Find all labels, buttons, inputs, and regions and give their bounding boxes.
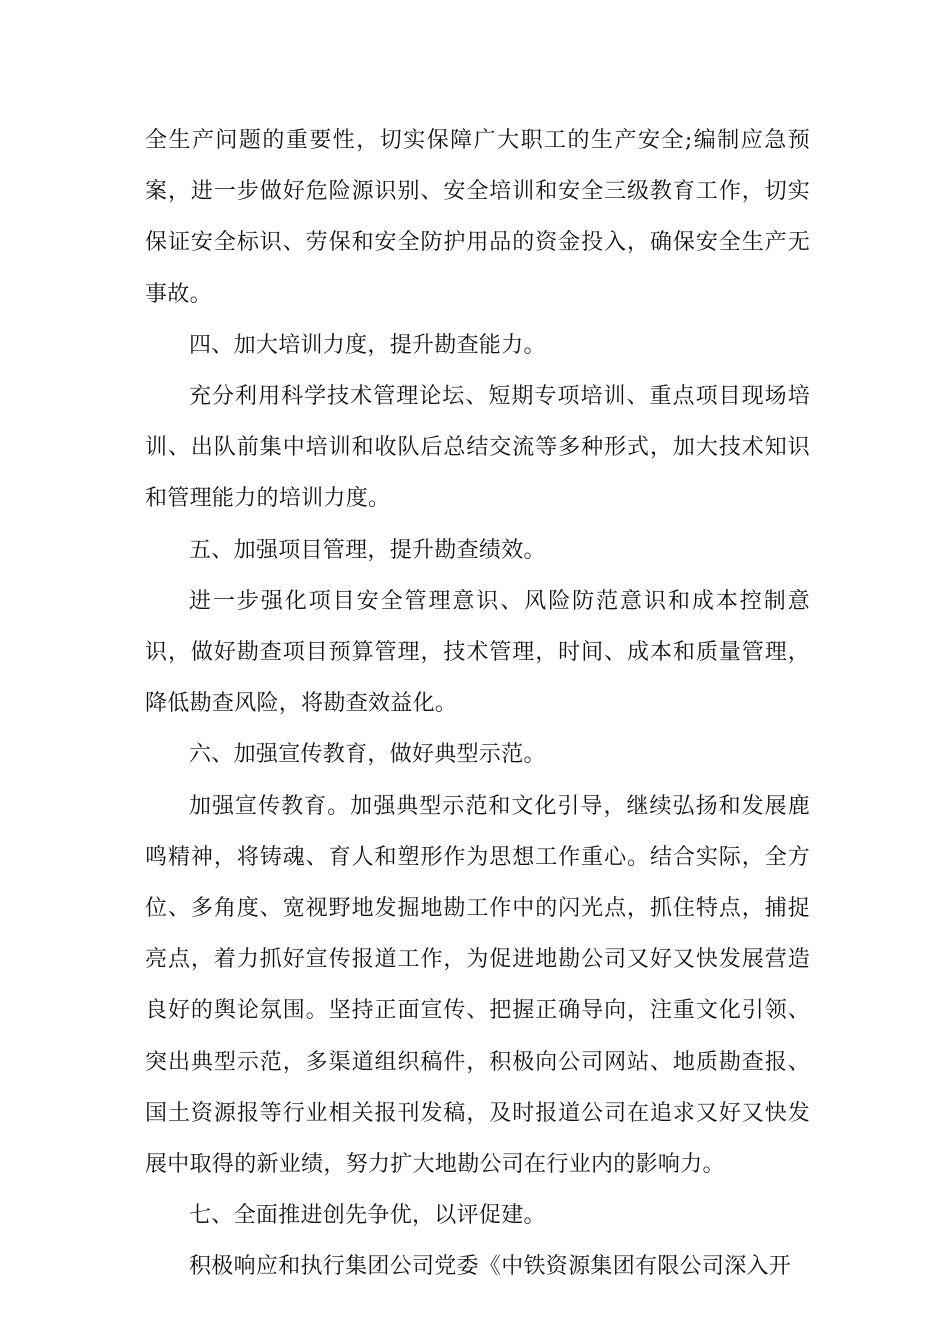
section-heading-7: 七、全面推进创先争优，以评促建。 (189, 1203, 546, 1229)
section-heading-4: 四、加大培训力度，提升勘查能力。 (189, 332, 546, 358)
paragraph-project-management: 进一步强化项目安全管理意识、风险防范意识和成本控制意识，做好勘查项目预算管理，技术管理，时间、成本和质量管理，降低勘查风险，将勘查效益化。 (145, 588, 810, 717)
paragraph-publicity: 加强宣传教育。加强典型示范和文化引导，继续弘扬和发展鹿鸣精神，将铸魂、育人和塑形作为思想工作重心。结合实际，全方位、多角度、宽视野地发掘地勘工作中的闪光点，抓住特点，捕捉亮点，着力抓好宣传报道工作，为促进地勘公司又好又快发展营造良好的舆论氛围。坚持正面宣传、把握正确导向，注重文化引领、突出典型示范，多渠道组织稿件，积极向公司网站、地质勘查报、国土资源报等行业相关报刊发稿，及时报道公司在追求又好又快发展中取得的新业绩，努力扩大地勘公司在行业内的影响力。 (145, 793, 810, 1178)
section-heading-5: 五、加强项目管理，提升勘查绩效。 (189, 537, 546, 563)
document-body (145, 115, 810, 1293)
paragraph-training: 充分利用科学技术管理论坛、短期专项培训、重点项目现场培训、出队前集中培训和收队后总结交流等多种形式，加大技术知识和管理能力的培训力度。 (145, 384, 810, 512)
paragraph-excellence: 积极响应和执行集团公司党委《中铁资源集团有限公司深入开 (189, 1254, 792, 1280)
paragraph-1: 全生产问题的重要性，切实保障广大职工的生产安全;编制应急预案，进一步做好危险源识别、安全培训和安全三级教育工作，切实保证安全标识、劳保和安全防护用品的资金投入，确保安全生产无事故。 (145, 128, 810, 307)
section-heading-6: 六、加强宣传教育，做好典型示范。 (189, 742, 546, 768)
